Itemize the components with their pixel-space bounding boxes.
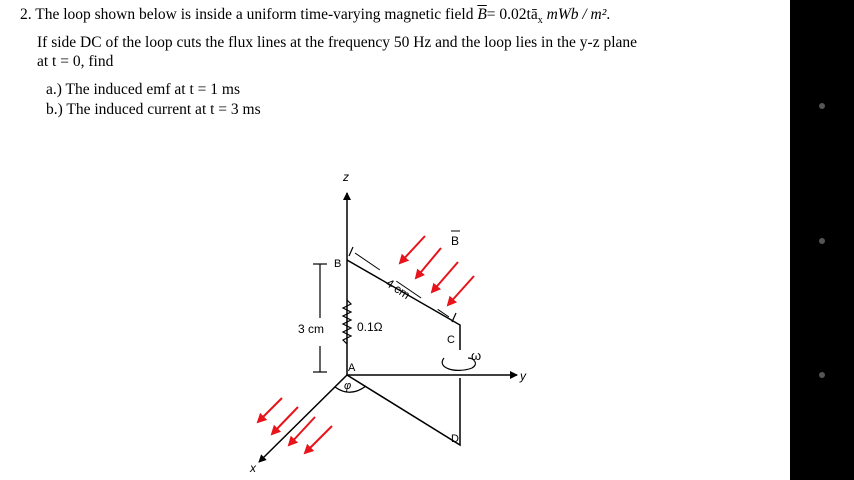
axis-z-label: z [343, 170, 349, 184]
corner-D-label: D [451, 433, 459, 445]
unit-vector: ā [530, 6, 538, 23]
corner-A-label: A [348, 362, 356, 374]
problem-line-3: at t = 0, find [37, 53, 114, 70]
line-1-end: . [606, 6, 611, 23]
part-a: a.) The induced emf at t = 1 ms [46, 81, 240, 98]
dim-4cm [349, 247, 456, 322]
part-b: b.) The induced current at t = 3 ms [46, 101, 261, 118]
axis-x-label: x [250, 461, 256, 475]
field-B-label: B [451, 234, 460, 248]
field-unit: mWb / m² [546, 6, 607, 23]
dim-3cm-label: 3 cm [298, 322, 325, 336]
resistor-symbol [343, 300, 351, 344]
phi-label: φ [344, 380, 352, 392]
panel-dot-1[interactable] [819, 103, 825, 109]
problem-text-1: The loop shown below is inside a uniform time-varying magnetic field [35, 6, 474, 23]
omega-label: ω [471, 348, 482, 363]
panel-dot-2[interactable] [819, 238, 825, 244]
corner-C-label: C [447, 334, 455, 346]
flux-arrows-upper [400, 236, 474, 305]
problem-line-2: If side DC of the loop cuts the flux lines at the frequency 50 Hz and the loop lies in the y-z plane [37, 34, 638, 51]
field-expression: = 0.02t [486, 6, 531, 23]
problem-number: 2. [20, 6, 32, 23]
field-symbol: $\overline{B}$ [477, 6, 487, 23]
axis-y-label: y [520, 369, 526, 383]
panel-dot-3[interactable] [819, 372, 825, 378]
dim-4cm-label: 4 cm [383, 275, 413, 303]
unit-vector-subscript: x [537, 15, 543, 27]
x-axis [259, 375, 347, 462]
resistance-label: 0.1Ω [357, 320, 383, 334]
corner-B-label: B [334, 258, 342, 270]
